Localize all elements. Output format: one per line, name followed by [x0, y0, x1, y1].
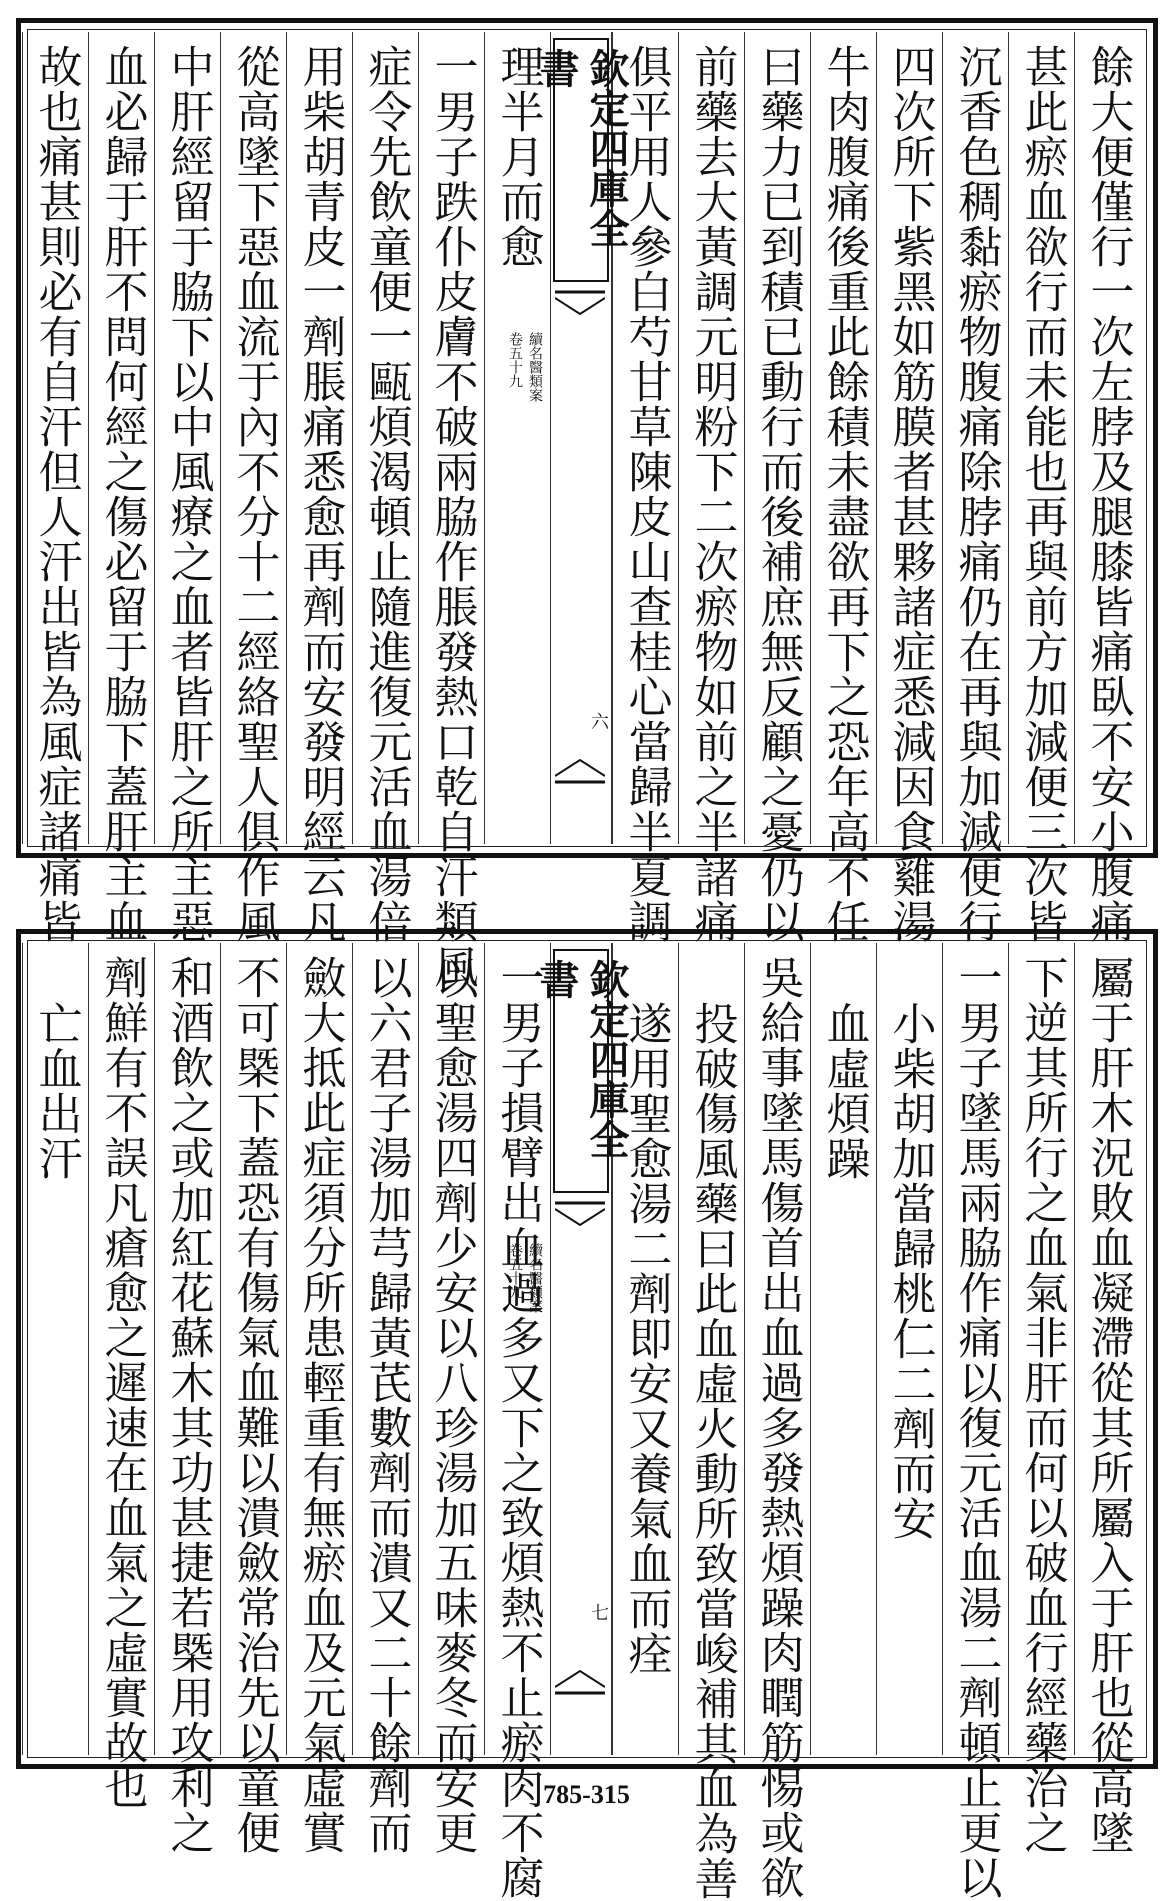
text-column [220, 32, 286, 944]
text-column [286, 32, 352, 944]
fishtail-mark-bottom [555, 754, 607, 784]
text-column [286, 943, 352, 1855]
column-text: 屬于肝木況敗血凝滯從其所屬入于肝也從高墜 [1082, 955, 1134, 1855]
column-text: 吳給事墜馬傷首出血過多發熱煩躁肉瞤筋惕或欲 [752, 955, 804, 1900]
column-text: 俱平用人參白芍甘草陳皮山查桂心當歸半夏調 [620, 44, 672, 944]
column-text: 前藥去大黃調元明粉下二次瘀物如前之半諸痛 [686, 44, 738, 944]
section-title-box [533, 949, 630, 1193]
column-text: 以六君子湯加芎歸黃芪數劑而潰又二十餘劑而 [360, 955, 412, 1855]
fishtail-mark-bottom [555, 1665, 607, 1695]
reel-page-number: 785-315 [543, 1780, 630, 1809]
text-column [88, 32, 154, 944]
column-text: 劑鮮有不誤凡瘡愈之遲速在血氣之虛實故也 [96, 955, 148, 1810]
book-name: 續名醫類案 [527, 332, 543, 402]
column-text: 症令先飲童便一甌煩渴頓止隨進復元活血湯倍 [360, 44, 412, 944]
text-column [154, 32, 220, 944]
column-text: 理半月而愈 [492, 44, 544, 269]
column-text: 下逆其所行之血氣非肝而何以破血行經藥治之 [1016, 955, 1068, 1855]
column-text: 用柴胡青皮一劑脹痛悉愈再劑而安發明經云凡 [294, 44, 346, 944]
column-text: 甚此瘀血欲行而未能也再與前方加減便三次皆 [1016, 44, 1068, 944]
text-column [352, 32, 418, 944]
column-text: 從高墜下惡血流于內不分十二經絡聖人俱作風 [228, 44, 280, 944]
text-column [484, 943, 550, 1900]
column-text: 以聖愈湯四劑少安以八珍湯加五味麥冬而安更 [426, 955, 478, 1855]
text-column [88, 943, 154, 1810]
folio-number: 六 [588, 712, 609, 730]
column-text: 投破傷風藥曰此血虛火動所致當峻補其血為善 [686, 1001, 738, 1901]
column-text: 血必歸于肝不問何經之傷必留于脇下蓋肝主血 [96, 44, 148, 944]
text-column [1008, 943, 1074, 1855]
book-name: 續名醫類案 [527, 1243, 543, 1313]
column-text: 和酒飲之或加紅花蘇木其功甚捷若槩用攻利之 [162, 955, 214, 1855]
text-column [876, 943, 942, 1755]
column-text: 小柴胡加當歸桃仁二劑而安 [884, 1001, 936, 1541]
section-heading: 亡血出汗 [30, 1001, 82, 1181]
column-text: 故也痛甚則必有自汗但人汗出皆為風症諸痛皆 [30, 44, 82, 944]
column-text: 曰藥力已到積已動行而後補庶無反顧之憂仍以 [752, 44, 804, 944]
column-text: 一男子墜馬兩脇作痛以復元活血湯二劑頓止更以 [950, 955, 1002, 1900]
text-column [220, 943, 286, 1855]
volume-number: 卷五十九 [507, 1243, 523, 1299]
volume-number: 卷五十九 [507, 332, 523, 388]
section-title-box [533, 38, 630, 282]
text-column [154, 943, 220, 1855]
folio-number: 七 [588, 1603, 609, 1621]
text-column [678, 943, 744, 1901]
section-heading: 血虛煩躁 [818, 1001, 870, 1181]
column-text: 一男子跌仆皮膚不破兩脇作脹發熱口乾自汗類風 [426, 44, 478, 989]
text-column [1074, 943, 1140, 1855]
page-sheet-top [16, 18, 1158, 989]
heading-column [22, 943, 88, 1755]
text-column [22, 32, 88, 944]
column-text: 斂大抵此症須分所患輕重有無瘀血及元氣虛實 [294, 955, 346, 1855]
text-column [418, 32, 484, 989]
column-text: 牛肉腹痛後重此餘積未盡欲再下之恐年高不任 [818, 44, 870, 944]
text-column [942, 943, 1008, 1900]
section-title: 欽定四庫全書 [533, 959, 630, 1159]
fishtail-mark [555, 290, 607, 320]
text-column [484, 32, 550, 844]
column-text: 餘大便僅行一次左脖及腿膝皆痛臥不安小腹痛 [1082, 44, 1134, 944]
section-title: 欽定四庫全書 [533, 48, 630, 248]
column-text: 四次所下紫黑如筋膜者甚夥諸症悉減因食雞湯 [884, 44, 936, 944]
text-column [418, 943, 484, 1855]
column-text: 中肝經留于脇下以中風療之血者皆肝之所主惡 [162, 44, 214, 944]
text-column [352, 943, 418, 1855]
column-text: 不可槩下蓋恐有傷氣血難以潰斂常治先以童便 [228, 955, 280, 1855]
column-text: 沉香色稠黏瘀物腹痛除脖痛仍在再與加減便行 [950, 44, 1002, 944]
fishtail-mark [555, 1201, 607, 1231]
text-column [744, 943, 810, 1900]
text-column [876, 32, 942, 944]
column-text: 一男子損臂出血過多又下之致煩熱不止瘀肉不腐 [492, 955, 544, 1900]
text-column [678, 32, 744, 944]
text-column [744, 32, 810, 944]
text-column [1074, 32, 1140, 944]
text-column [942, 32, 1008, 944]
column-text: 遂用聖愈湯二劑即安又養氣血而痊 [620, 1001, 672, 1676]
heading-column [810, 943, 876, 1755]
text-column [1008, 32, 1074, 944]
text-column [810, 32, 876, 944]
